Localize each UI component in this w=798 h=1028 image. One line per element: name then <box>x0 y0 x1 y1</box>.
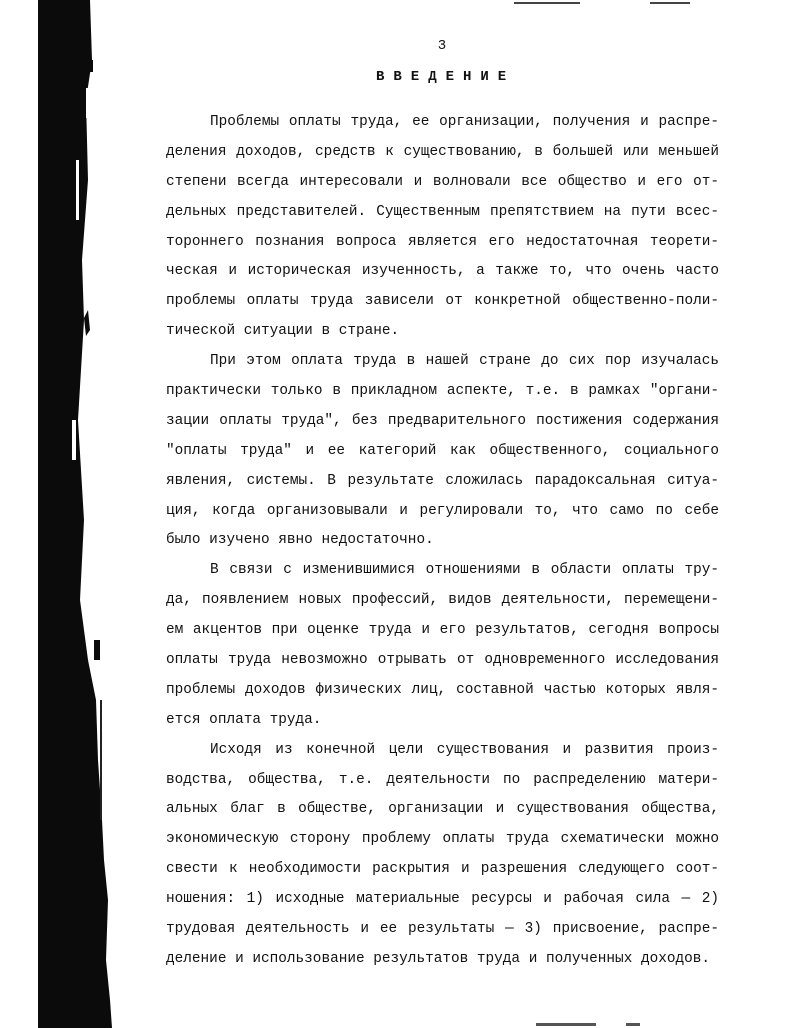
text-line: ношения: 1) исходные материальные ресурсы и рабочая сила — 2) <box>166 891 719 908</box>
text-line: Проблемы оплаты труда, ее организации, получения и распре- <box>210 114 719 130</box>
scan-mark <box>626 1023 640 1026</box>
text-line: зации оплаты труда", без предварительного постижения содержания <box>166 412 719 429</box>
scan-mark <box>650 2 690 4</box>
text-line: явления, системы. В результате сложилась парадоксальная ситуа- <box>166 472 719 489</box>
paragraph <box>166 556 719 735</box>
text-line: При этом оплата труда в нашей стране до сих пор изучалась <box>210 353 719 370</box>
text-line: водства, общества, т.е. деятельности по распределению матери- <box>166 771 719 788</box>
text-line: степени всегда интересовали и волновали все общество и его от- <box>166 173 719 190</box>
text-line: проблемы доходов физических лиц, составной частью которых явля- <box>166 681 719 698</box>
text-line: деление и использование результатов труда и полученных доходов. <box>166 950 711 967</box>
text-line: да, появлением новых профессий, видов деятельности, перемещени- <box>166 592 719 609</box>
text-line: проблемы оплаты труда зависели от конкретной общественно-поли- <box>166 293 719 310</box>
scan-binding-edge <box>38 0 118 1028</box>
text-line: тороннего познания вопроса является его недостаточная теорети- <box>166 233 719 250</box>
text-line: практически только в прикладном аспекте, т.е. в рамках "органи- <box>166 383 719 400</box>
text-line: ция, когда организовывали и регулировали то, что само по себе <box>166 502 719 519</box>
page-number: 3 <box>437 38 447 54</box>
text-line: альных благ в обществе, организации и существования общества, <box>166 801 719 818</box>
text-line: деления доходов, средств к существованию, в большей или меньшей <box>166 143 719 160</box>
text-line: ем акцентов при оценке труда и его результатов, сегодня вопросы <box>166 622 719 639</box>
scan-mark <box>536 1023 596 1026</box>
paragraph <box>166 736 719 975</box>
text-line: Исходя из конечной цели существования и развития произ- <box>210 741 719 758</box>
text-line: дельных представителей. Существенным препятствием на пути всес- <box>166 203 719 220</box>
paragraph <box>166 108 719 347</box>
text-line: ется оплата труда. <box>166 711 322 728</box>
text-line: экономическую сторону проблему оплаты труда схематически можно <box>166 831 719 848</box>
text-line: ческая и историческая изученность, а также то, что очень часто <box>166 263 719 280</box>
text-line: трудовая деятельность и ее результаты — 3) присвоение, распре- <box>166 921 719 938</box>
text-line: было изучено явно недостаточно. <box>166 532 434 549</box>
text-line: тической ситуации в стране. <box>166 323 400 340</box>
paragraph <box>166 347 719 556</box>
text-line: оплаты труда невозможно отрывать от одновременного исследования <box>166 652 719 669</box>
scan-mark <box>514 2 580 4</box>
page-title: ВВЕДЕНИЕ <box>376 69 516 85</box>
text-line: "оплаты труда" и ее категорий как общественного, социального <box>166 442 719 459</box>
document-body <box>166 108 719 975</box>
text-line: свести к необходимости раскрытия и разрешения следующего соот- <box>166 861 719 878</box>
text-line: В связи с изменившимися отношениями в области оплаты тру- <box>210 562 719 579</box>
